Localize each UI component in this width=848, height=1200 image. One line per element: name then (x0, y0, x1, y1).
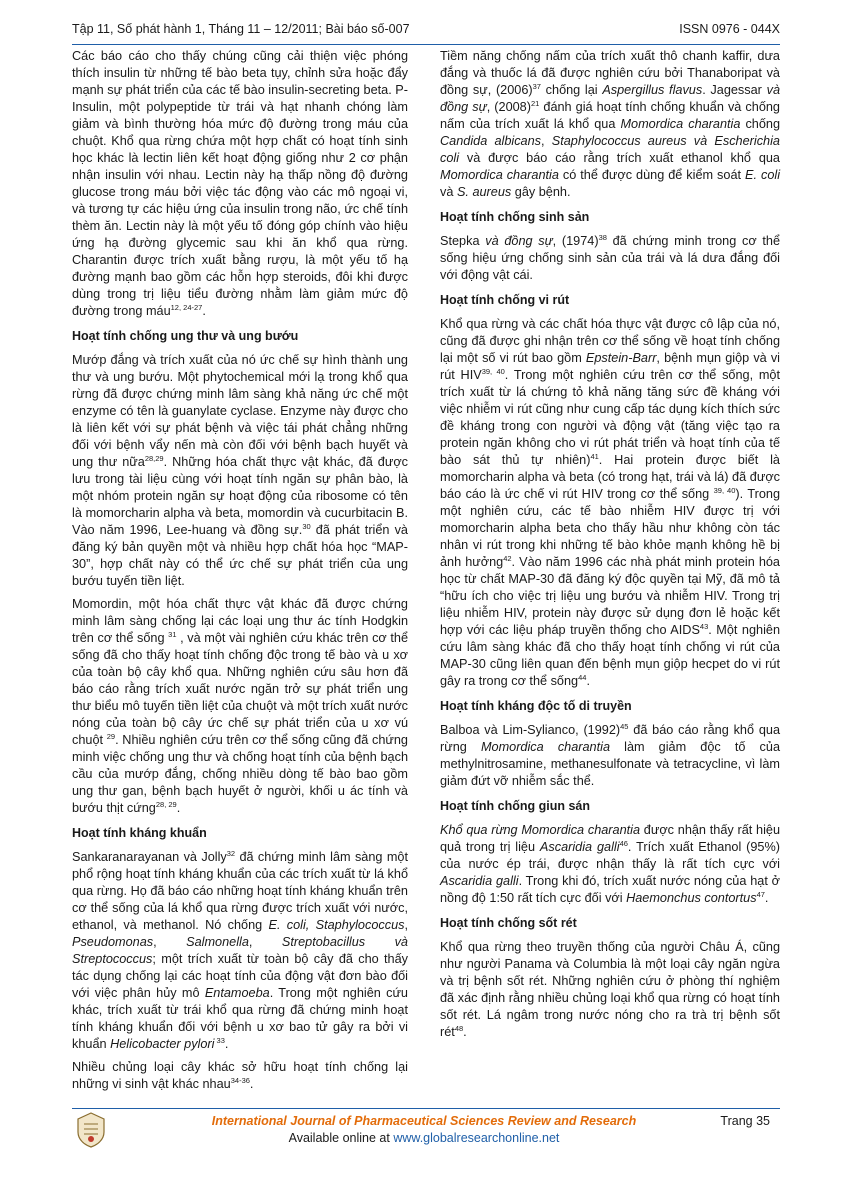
right-column (440, 48, 780, 1047)
paragraph: Balboa và Lim-Sylianco, $(1992)^{45}$ đã báo cáo rằng khổ qua rừng Momordica charantia làm giảm độc tố của methylnitrosamine, methanesulfonate và tetracycline, vì làm giảm đứt vỡ nhiễm sắc thể. (440, 721, 781, 788)
availability: Available online at www.globalresearchonline.net (288, 1131, 560, 1145)
paragraph: Momordin, một hóa chất thực vật khác đã được chứng minh lâm sàng chống lại các loại ung thư ác tính Hodgkin trên cơ thể sống $^{31}$ , và một vài nghiên cứu khác trên cơ thể sống đã cho thấy hoạt tính chống độc trong tế bào và u xơ của toàn bộ cây khổ qua. Những nghiên cứu sâu hơn đã báo cáo rằng trích xuất nước ngăn trở sự phát triển ung thư biểu mô tuyến tiền liệt của chuột và một trích xuất nước nóng của toàn bộ cây ức chế sự phát triển của u xơ vú chuột $^{29}$. Nhiều nghiên cứu trên cơ thể sống cũng đã chứng minh việc chống ung thư và chống hoạt tính của bệnh bạch cầu của mướp đắng, chống nhiều dòng tế bào bao gồm ung thư gan, bệnh bạch huyết ở người, khối u ác tính và bướu thịt cứng$^{28, 29}$. (72, 597, 408, 815)
paragraph: Khổ qua rừng và các chất hóa thực vật được cô lập của nó, cũng đã được ghi nhận trên cơ thể sống về hoạt tính chống lại một số vi rút bao gồm Epstein-Barr, bệnh mụn giộp và vi rút HIV$^{39, 40}$. Trong một nghiên cứu trên cơ thể sống, một trích xuất từ lá chứng tỏ khả năng tăng sức đề kháng với việc nhiễm vi rút cũng như cung cấp tác dụng kích thích sức đề kháng trong con người và động vật (tăng việc tạo ra protein ngăn không cho vi rút phát triển và hoạt tính của tế bào sát thủ tự nhiên)$^{41}$. Hai protein được biết là momorcharin alpha và beta (có trong hạt, trái và lá) đã được báo cáo là ức chế vi rút HIV trong cơ thể sống $^{39, 40}$). Trong một nghiên cứu, các tế bào nhiễm HIV được trị với momorcharin alpha beta cho thấy hầu như không còn tác nhân vi rút trong khi những tế bào khỏe mạnh không hề bị ảnh hưởng$^{42}$. Vào năm 1996 các nhà phát minh protein hóa học từ chất MAP-30 đã đăng ký độc quyền tại Mỹ, đã mô tả “hữu ích cho việc trị liệu ung bướu và nhiễm HIV. Trong trị liệu nhiễm HIV, protein này được sử dụng đơn lẻ hoặc kết hợp với các liệu pháp truyền thống cho AIDS$^{43}$. Một nghiên cứu lâm sàng khác đã cho thấy hoạt tính chống vi rút của MAP-30 cũng liên quan đến bệnh mụn giộp hecpet do vi rút gây ra trong cơ thể sống$^{44}$. (440, 317, 781, 688)
journal-title: International Journal of Pharmaceutical Sciences Review and Research (211, 1114, 637, 1128)
section-heading-antimalarial: Hoạt tính chống sốt rét (440, 916, 577, 930)
paragraph: Khổ qua rừng theo truyền thống của người Châu Á, cũng như người Panama và Columbia là một loại cây ngăn ngừa và trị bệnh sốt rét. Những nghiên cứu ở phòng thí nghiệm đã xác định rằng nhiều chủng loại khổ qua rừng có hoạt tính sốt rét. Lá ngâm trong nước nóng cho ra trà trị bệnh sốt rét$^{48}$. (440, 940, 780, 1039)
section-heading-antibacterial: Hoạt tính kháng khuẩn (72, 826, 207, 840)
section-heading-antiviral: Hoạt tính chống vi rút (440, 293, 570, 307)
paragraph: Khổ qua rừng Momordica charantia được nhận thấy rất hiệu quả trong trị liệu Ascaridia galli$^{46}$. Trích xuất Ethanol (95%) của nước ép trái, được nhận thấy là rất tích cực với Ascaridia galli. Trong khi đó, trích xuất nước nóng của hạt ở nồng độ 1:50 rất tích cực đối với Haemonchus contortus$^{47}$. (440, 823, 781, 905)
section-heading-antimutagenic: Hoạt tính kháng độc tố di truyền (440, 699, 632, 713)
paragraph: Nhiều chủng loại cây khác sở hữu hoạt tính chống lại những vi sinh vật khác nhau$^{34-36}$. (72, 1060, 408, 1091)
section-heading-anticancer: Hoạt tính chống ung thư và ung bướu (72, 329, 299, 343)
paragraph: Tiềm năng chống nấm của trích xuất thô chanh kaffir, dưa đắng và thuốc lá đã được nghiên cứu bởi Thanaboripat và đồng sự, $(2006)^{37}$ chống lại Aspergillus flavus. Jagessar và đồng sự, $(2008)^{21}$ đánh giá hoạt tính chống khuẩn và chống nấm của trích xuất lá khổ qua Momordica charantia chống Candida albicans, Staphylococcus aureus và Escherichia coli và được báo cáo rằng trích xuất ethanol khổ qua Momordica charantia có thể được dùng để kiểm soát E. coli và S. aureus gây bệnh. (440, 49, 781, 199)
page-number: Trang 35 (720, 1114, 770, 1128)
paragraph: Mướp đắng và trích xuất của nó ức chế sự hình thành ung thư và ung bướu. Một phytochemical mới lạ trong khổ qua rừng đã được chứng minh lâm sàng khả năng ức chế một enzyme có tên là guanylate cyclase. Enzyme này được cho là liên kết với sự phát bệnh và việc tái phát chẳng những đối với bệnh vẩy nến mà còn đối với bệnh bạch huyết và ung thư nữa$^{28,29}$. Những hóa chất thực vật khác, đã được lưu trong tài liệu cùng với hoạt tính ngăn sự phân bào, là một nhóm protein ngăn sự hoạt động của ribosome có tên là momorcharin alpha và beta, momordin và cucurbitacin B. Vào năm 1996, Lee-huang và đồng sự.$^{30}$ đã phát triển và đăng ký bản quyền một và nhiều hợp chất hóa học “MAP-30”, hợp chất này có thể ức chế sự phát triển của ung bướu tuyến tiền liệt. (72, 353, 408, 588)
section-heading-anthelmintic: Hoạt tính chống giun sán (440, 799, 590, 813)
page-header (72, 20, 780, 45)
journal-url-link[interactable]: www.globalresearchonline.net (393, 1131, 560, 1145)
paragraph: Các báo cáo cho thấy chúng cũng cải thiện việc phóng thích insulin từ những tế bào beta tụy, chỉnh sửa hoặc đẩy mạnh sự phát triển của các tế bào insulin-secreting beta. P-Insulin, một polypeptide từ trái và hạt nhanh chóng làm giảm và bình thường hóa mức độ đường trong máu của chuột. Khổ qua rừng chứa một hợp chất có hoạt tính sinh học khác là lectin liên kết hoạt động giống như 2 cơ phận nhận insulin với nhau. Lectin này hạ thấp nồng độ đường glucose trong máu bởi việc tác động vào các mô ngoại vi, và tương tự các hiệu ứng của insulin trong não, ức chế tính thèm ăn. Lectin này là một yếu tố đóng góp chính vào hiệu ứng hạ đường glycemic sau khi ăn khổ qua rừng. Charantin được trích xuất bằng rượu, là một yếu tố hạ đường mạnh bao gồm các hỗn hợp steroids, đôi khi được dùng trong trị liệu tiểu đường nhằm làm giảm mức độ đường trong máu$^{12, 24-27}$. (72, 49, 408, 318)
footer-rule (72, 1108, 780, 1109)
issn: ISSN 0976 - 044X (679, 22, 780, 36)
section-heading-antifertility: Hoạt tính chống sinh sản (440, 210, 590, 224)
left-column (72, 48, 408, 1099)
issue-info: Tập 11, Số phát hành 1, Tháng 11 – 12/2011; Bài báo số-007 (72, 22, 410, 36)
paragraph: Sankaranarayanan và Jolly$^{32}$ đã chứng minh lâm sàng một phổ rộng hoạt tính kháng khuẩn của các trích xuất từ lá khổ qua rừng. Họ đã báo cáo những hoạt tính kháng khuẩn trên cơ thể sống của lá khổ qua rừng được trích xuất với nước, ethanol, và methanol. Nó chống E. coli, Staphylococcus, Pseudomonas, Salmonella, Streptobacillus và Streptococcus; một trích xuất từ toàn bộ cây đã cho thấy tác dụng chống lại các hoạt tính của động vật đơn bào đối với việc phân hủy mô Entamoeba. Trong một nghiên cứu khác, trích xuất từ trái khổ qua rừng đã chứng minh hoạt tính kháng khuẩn đối với bệnh u xơ bao tử gây ra bởi vi khuẩn Helicobacter pylori $^{33}$. (72, 848, 408, 1051)
paragraph: Stepka và đồng sự, $(1974)^{38}$ đã chứng minh trong cơ thể sống hiệu ứng chống sinh sản của trái và lá dưa đắng đối với động vật cái. (440, 232, 781, 282)
